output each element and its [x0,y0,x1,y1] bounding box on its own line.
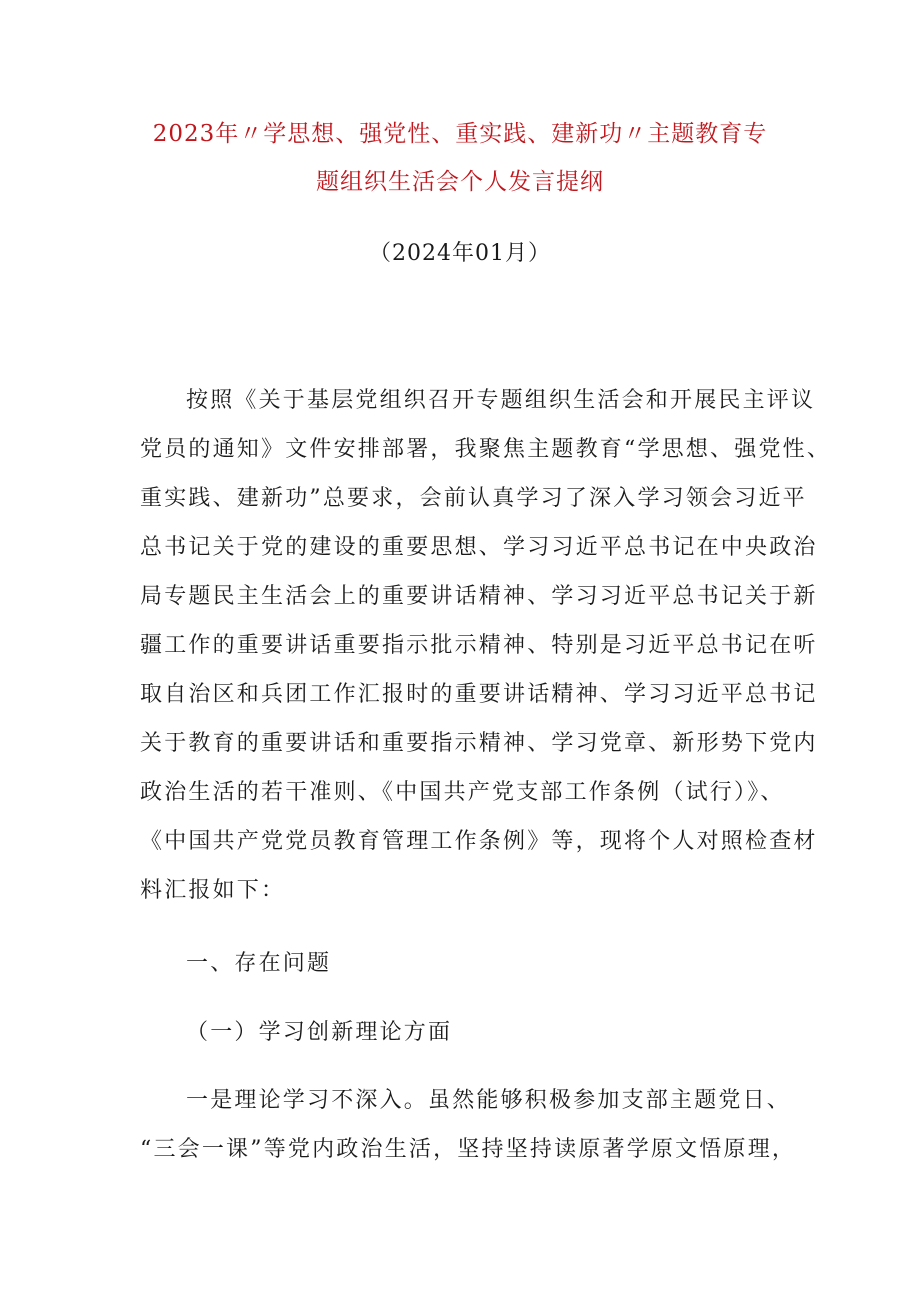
document-title-line-2: 题组织生活会个人发言提纲 [316,169,604,195]
paragraph-line: 总书记关于党的建设的重要思想、学习习近平总书记在中央政治 [140,535,818,560]
paragraph-line: 政治生活的若干准则、《中国共产党支部工作条例（试行）》、 [140,780,785,805]
document-date: （2024年01月） [369,241,551,266]
paragraph-line: 《中国共产党党员教育管理工作条例》等，现将个人对照检查材 [140,829,818,854]
paragraph-line: 关于教育的重要讲话和重要指示精神、学习党章、新形势下党内 [140,731,818,756]
document-title-line-1: 2023年〃学思想、强党性、重实践、建新功〃主题教育专 [152,121,768,147]
paragraph-line: 疆工作的重要讲话重要指示批示精神、特别是习近平总书记在听 [140,633,818,658]
paragraph-line: 局专题民主生活会上的重要讲话精神、学习习近平总书记关于新 [140,584,818,609]
subsection-heading: （一）学习创新理论方面 [186,1020,453,1045]
paragraph-line: 重实践、建新功”总要求，会前认真学习了深入学习领会习近平 [140,486,807,511]
paragraph-line: 一是理论学习不深入。虽然能够积极参加支部主题党日、 [186,1088,792,1113]
paragraph-line: 按照《关于基层党组织召开专题组织生活会和开展民主评议 [186,388,816,413]
paragraph-line: 取自治区和兵团工作汇报时的重要讲话精神、学习习近平总书记 [140,682,818,707]
paragraph-line: “三会一课”等党内政治生活，坚持坚持读原著学原文悟原理， [140,1137,797,1162]
paragraph-line: 料汇报如下： [140,878,286,903]
section-heading: 一、存在问题 [186,951,332,976]
paragraph-line: 党员的通知》文件安排部署，我聚焦主题教育“学思想、强党性、 [140,437,832,462]
